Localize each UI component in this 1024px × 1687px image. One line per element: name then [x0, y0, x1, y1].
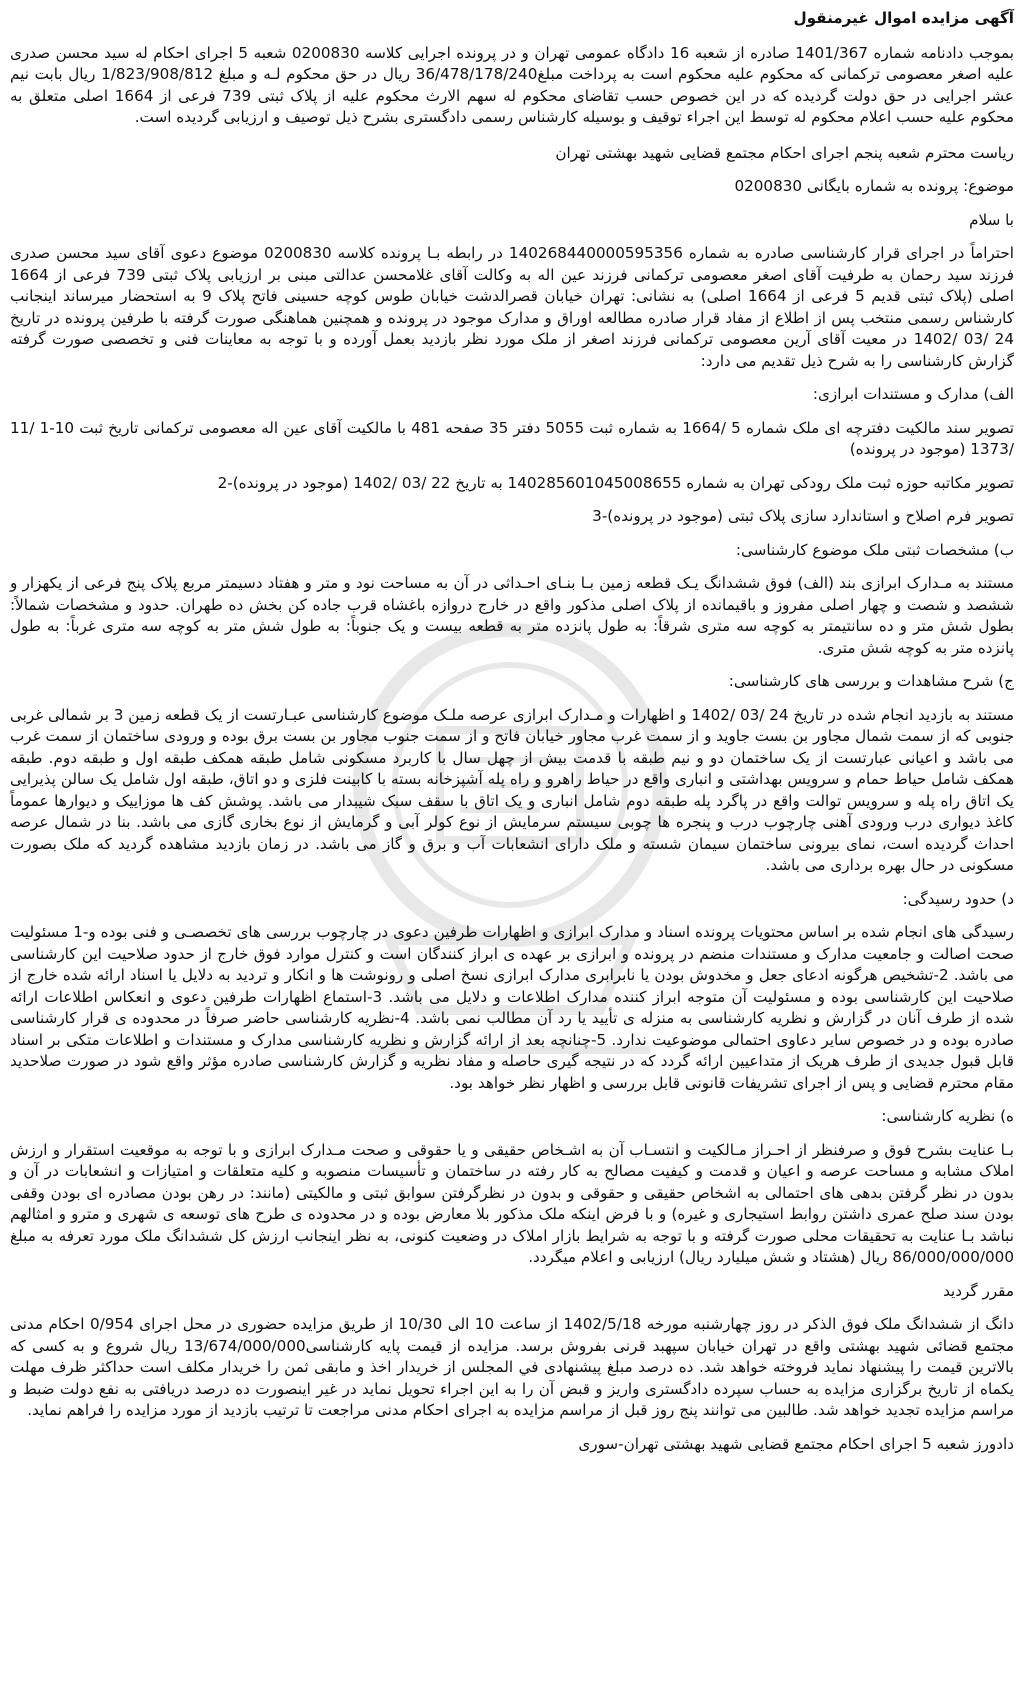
decision-line: مقرر گردید: [943, 1281, 1014, 1300]
document-item-2: تصویر مکاتبه حوزه ثبت ملک رودکی تهران به شماره 140285601045008655 به تاریخ 22 /03 /1402 (موجود در پرونده)-2: [217, 473, 1014, 492]
subject-line: موضوع: پرونده به شماره بایگانی 0200830: [734, 177, 1014, 195]
section-c-heading: ج) شرح مشاهدات و بررسی های کارشناسی:: [728, 672, 1014, 690]
section-b-body: مستند به مـدارک ابرازی بند (الف) فوق ششدانگ یـک قطعه زمین بـا بنـای احـداثی در آن به مساحت نود و متر و هفتاد دسیمتر مربع پلاک پنج فرعی از یکهزار و ششصد و شصت و چهار اصلی مفروز و باقیمانده از پلاک اصلی مذکور واقع در خارج دروازه باغشاه قرب جاده کن بخش ده طهران. حدود و مشخصات شمالاً: بطول شش متر و ده سانتیمتر به کوچه سه متری شرقاً: به طول پانزده متر به قطعه بیست و یک جنوباً: به طول شش متر به کوچه سه متری غرباً: به طول پانزده متر به کوچه شش متری.: [10, 574, 1014, 657]
opening-paragraph: احتراماً در اجرای قرار کارشناسی صادره به شماره 140268440000595356 در رابطه بـا پرونده کلاسه 0200830 موضوع دعوی آقای سید محسن صدری فرزند سید رحمان به طرفیت آقای اصغر معصومی ترکمانی فرزند عین اله به وکالت آقای غلامحسن عدالتی مبنی بر ارزیابی پلاک ثبتی 739 فرعی از 1664 اصلی (پلاک ثبتی قدیم 5 فرعی از 1664 اصلی) به نشانی: تهران خیابان قصرالدشت خیابان طوس کوچه حسینی فاتح پلاک 9 به استحضار میرساند اینجانب کارشناس رسمی منتخب پس از اطلاع از مفاد قرار صادره مطالعه اوراق و مدارک موجود در پرونده و همچنین هماهنگی صورت گرفته با طرفین پرونده در تاریخ 24 /03 /1402 در معیت آقای آرین معصومی ترکمانی فرزند اصغر از ملک مورد نظر بازدید بعمل آورده و با توجه به معاینات فنی و تخصصی صورت گرفته گزارش کارشناسی را به شرح ذیل تقدیم می دارد:: [10, 244, 1014, 370]
auction-notice-document: [10, 8, 1014, 1455]
document-item-1: تصویر سند مالکیت دفترچه ای ملک شماره 5 /1664 به شماره ثبت 5055 دفتر 35 صفحه 481 با مالکیت آقای عین اله معصومی ترکمانی تاریخ ثبت 10-1 /11 /1373 (موجود در پرونده): [10, 418, 1014, 458]
greeting-line: با سلام: [969, 210, 1014, 229]
signature-line: دادورز شعبه 5 اجرای احکام مجتمع قضایی شهید بهشتی تهران-سوری: [578, 1434, 1014, 1453]
section-b-heading: ب) مشخصات ثبتی ملک موضوع کارشناسی:: [735, 540, 1014, 559]
section-e-body: بـا عنایت بشرح فوق و صرفنظر از احـراز مـالکیت و انتسـاب آن به اشـخاص حقیقی و یا حقوقی و صحت مـدارک ابرازی و با توجه به موقعیت استقرار و ارزش املاک مشابه و مساحت عرصه و اعیان و قدمت و کیفیت مصالح به کار رفته در ساختمان و تأسیسات منصوبه و کلیه متعلقات و امتیازات و انشعابات در آن و بدون در نظر گرفتن بدهی های احتمالی به اشخاص حقیقی و حقوقی و بدون در نظرگرفتن سوابق ثبتی و مالکیتی (مانند: در رهن بودن مصادره ای بودن وقفی بودن سند صلح عمری داشتن روابط استیجاری و غیره) و با فرض اینکه ملک مذکور بلا معارض بوده و در محدوده ی طرح های توسعه ی شهری و مترو و امثالهم نباشد بـا عنایت به تحقیقات محلی صورت گرفته و با توجه به شرایط بازار املاک در وضعیت کنونی، به نظر اینجانب ارزش کل ششدانگ ملک مورد تعرفه به مبلغ 86/000/000/000 ریال (هشتاد و شش میلیارد ریال) ارزیابی و اعلام میگردد.: [10, 1140, 1014, 1266]
notice-title: آگهی مزایده اموال غیرمنقول: [793, 9, 1014, 27]
section-d-heading: د) حدود رسیدگی:: [902, 889, 1014, 908]
section-c-body: مستند به بازدید انجام شده در تاریخ 24 /03 /1402 و اظهارات و مـدارک ابرازی عرصه ملـک موضوع کارشناسی عبـارتست از یک قطعه زمین 3 بر شمالی غربی جنوبی که از سمت شمال مجاور بن بست جاوید و از سمت غرب مجاور خیابان فاتح و از سمت جنوب مجاور بن بست برق بوده و ورودی ساختمان از سمت غرب می باشد و اعیانی عبارتست از یک ساختمان دو و نیم طبقه با قدمت بیش از چهل سال با کاربرد مسکونی شامل طبقه همکف طبقه اول و طبقه دوم. طبقه همکف شامل حیاط حمام و سرویس بهداشتی و انباری واقع در حیاط راهرو و راه پله آشپزخانه بسته با کابینت فلزی و دو اتاق، طبقه اول شامل یک سالن پذیرایی یک اتاق راه پله و سرویس توالت واقع در پاگرد پله طبقه دوم شامل انباری و یک اتاق با سقف سبک شیبدار می باشد. پوشش کف ها موزاییک و دیوارها عموماً کاغذ دیواری درب ورودی آهنی چارچوب درب و پنجره ها چوبی سیستم سرمایش از نوع کولر آبی و گرمایش از نوع بخاری گازی می باشد. بنا در شمال عرصه احداث گردیده است، نمای بیرونی ساختمان سیمان شسته و ملک دارای انشعابات آب و برق و گاز می باشد. در زمان بازدید مشاهده گردید که ملک بصورت مسکونی در حال بهره برداری می باشد.: [10, 705, 1015, 874]
addressee-line: ریاست محترم شعبه پنجم اجرای احکام مجتمع قضایی شهید بهشتی تهران: [555, 143, 1014, 162]
document-item-3: تصویر فرم اصلاح و استاندارد سازی پلاک ثبتی (موجود در پرونده)-3: [592, 507, 1014, 525]
section-e-heading: ه) نظریه کارشناسی:: [881, 1107, 1014, 1125]
auction-paragraph: دانگ از ششدانگ ملک فوق الذکر در روز چهارشنبه مورخه 1402/5/18 از ساعت 10 الی 10/30 از طریق مزایده حضوری در محل اجرای 0/954 احکام مدنی مجتمع قضائی شهید بهشتی واقع در تهران خیابان سپهبد قرنی بفروش برسد. مزایده از قیمت پایه کارشناسی13/674/000/000 ریال شروع و به کسی که بالاترین قیمت را پیشنهاد نماید فروخته خواهد شد. ده درصد مبلغ پیشنهادی في المجلس از خریدار اخذ و مابقی ثمن را خریدار مکلف است حداکثر ظرف مهلت یکماه از تاریخ برگزاری مزایده به حساب سپرده دادگستری واریز و قبض آن را به این اجراء تحویل نماید در غیر اینصورت ده درصد دریافتی به نفع دولت ضبط و مراسم مزایده تجدید خواهد شد. طالبین می توانند پنج روز قبل از مراسم مزایده به اجرای احکام مدنی مراجعت تا ترتیب بازدید از مورد مزایده را فراهم نماید.: [10, 1315, 1014, 1419]
notice-intro-paragraph: بموجب دادنامه شماره 1401/367 صادره از شعبه 16 دادگاه عمومی تهران و در پرونده اجرایی کلاسه 0200830 شعبه 5 اجرای احکام له سید محسن صدری علیه اصغر معصومی ترکمانی که محکوم علیه محکوم است به پرداخت مبلغ36/478/178/240 ریال در حق محکوم لـه و مبلغ 1/823/908/812 ریال بابت نیم عشر اجرایی در حق دولت گردیده که در این خصوص حسب تقاضای محکوم له سهم الارث محکوم علیه از پلاک ثبتی 739 فرعی از 1664 اصلی متعلق به محکوم علیه حسب اعلام محکوم له توسط این اجراء توقیف و بوسیله کارشناس رسمی دادگستری بشرح ذیل توصیف و ارزیابی گردیده است.: [10, 43, 1014, 126]
section-d-body: رسیدگی های انجام شده بر اساس محتویات پرونده اسناد و مدارک ابرازی و اظهارات طرفین دعوی در چارچوب بررسی های تخصصـی و فنی بوده و-1 مسئولیت صحت اصالت و جامعیت مدارک و مستندات منضم در پرونده و ابرازی بر عهده ی ابراز کنندگان است و کنترل موارد فوق خارج از حدود صلاحیت این کارشناسی می باشد. 2-تشخیص هرگونه ادعای جعل و مخدوش بودن یا نابرابری مدارک ابرازی نسخ اصلی و رونوشت ها و انکار و تردید به دلایل یا اسناد ارائه شده خارج از صلاحیت این کارشناسی بوده و مسئولیت آن متوجه ابراز کننده مدارک اطلاعات و دلایل می باشد. 3-استماع اظهارات طرفین دعوی و انعکاس اطلاعات ارائه شده از طرف آنان در گزارش و نظریه کارشناسی به منزله ی تأیید یا رد آن مطالب نمی باشد. 4-نظریه کارشناسی حاضر صرفاً در محدوده ی قرار کارشناسی صادره بوده و در خصوص سایر دعاوی احتمالی موضوعیت ندارد. 5-چنانچه بعد از ارائه گزارش و نظریه کارشناسی مدارک و مستندات و اطلاعات متکی بر اسناد قابل قبول جدیدی از طرف هریک از متداعیین ارائه گردد که در نتیجه گیری حاصله و مفاد نظریه و گزارش کارشناسی صادره مؤثر واقع شود در صورت صلاحدید مقام محترم قضایی و پس از اجرای تشریفات قانونی قابل بررسی و اظهار نظر خواهد بود.: [10, 923, 1014, 1092]
section-a-heading: الف) مدارک و مستندات ابرازی:: [812, 385, 1014, 403]
